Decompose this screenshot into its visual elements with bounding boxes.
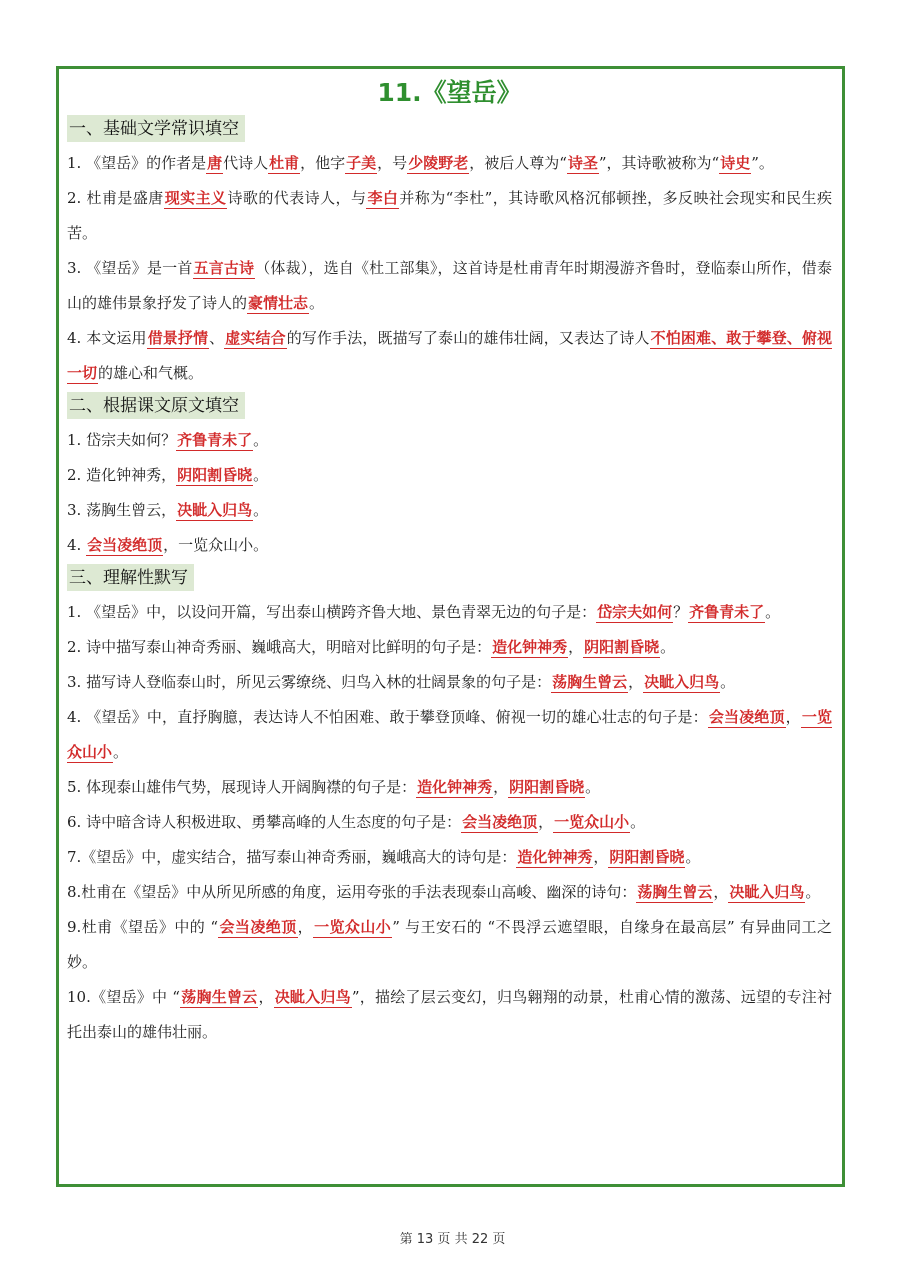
answer-blank: 会当凌绝顶	[219, 918, 297, 936]
section-heading-text-fill: 二、根据课文原文填空	[67, 392, 245, 419]
answer-blank: 齐鲁青未了	[177, 431, 253, 449]
answer-blank: 子美	[346, 154, 377, 172]
question-item: 4. 《望岳》中，直抒胸臆，表达诗人不怕困难、敢于攀登顶峰、俯视一切的雄心壮志的句子是：会当凌绝顶，一览众山小。	[67, 708, 832, 761]
question-item: 4. 本文运用借景抒情、虚实结合的写作手法，既描写了泰山的雄伟壮阔，又表达了诗人不怕困难、敢于攀登、俯视一切的雄心和气概。	[67, 329, 832, 382]
answer-blank: 荡胸生曾云	[637, 883, 713, 901]
answer-blank: 决眦入归鸟	[177, 501, 253, 519]
question-item: 9.杜甫《望岳》中的 “会当凌绝顶，一览众山小” 与王安石的 “不畏浮云遮望眼，自缘身在最高层” 有异曲同工之妙。	[67, 918, 832, 971]
answer-blank: 决眦入归鸟	[274, 988, 351, 1006]
answer-blank: 齐鲁青未了	[689, 603, 765, 621]
answer-blank: 唐	[207, 154, 223, 172]
question-item: 6. 诗中暗含诗人积极进取、勇攀高峰的人生态度的句子是：会当凌绝顶，一览众山小。	[67, 813, 646, 831]
question-item: 10.《望岳》中 “荡胸生曾云，决眦入归鸟”，描绘了层云变幻，归鸟翱翔的动景，杜甫心情的激荡、远望的专注衬托出泰山的雄伟壮丽。	[67, 988, 832, 1041]
answer-blank: 会当凌绝顶	[87, 536, 163, 554]
answer-blank: 李白	[367, 189, 399, 207]
answer-blank: 一览众山小	[314, 918, 392, 936]
answer-blank: 诗圣	[567, 154, 598, 172]
answer-blank: 一览众山小	[67, 708, 832, 761]
answer-blank: 少陵野老	[408, 154, 469, 172]
answer-blank: 阴阳割昏晓	[584, 638, 660, 656]
answer-blank: 阴阳割昏晓	[609, 848, 685, 866]
question-item: 1. 岱宗夫如何？齐鲁青未了。	[67, 431, 269, 449]
answer-blank: 一览众山小	[554, 813, 630, 831]
answer-blank: 造化钟神秀	[492, 638, 568, 656]
answer-blank: 豪情壮志	[248, 294, 309, 312]
answer-blank: 不怕困难、敢于攀登、俯视一切	[67, 329, 832, 382]
answer-blank: 现实主义	[164, 189, 227, 207]
answer-blank: 造化钟神秀	[417, 778, 493, 796]
answer-blank: 五言古诗	[193, 259, 255, 277]
page-title: 11.《望岳》	[377, 78, 522, 107]
answer-blank: 诗史	[720, 154, 751, 172]
question-item: 2. 诗中描写泰山神奇秀丽、巍峨高大，明暗对比鲜明的句子是：造化钟神秀，阴阳割昏晓。	[67, 638, 676, 656]
answer-blank: 杜甫	[269, 154, 300, 172]
answer-blank: 虚实结合	[225, 329, 286, 347]
answer-blank: 荡胸生曾云	[552, 673, 628, 691]
question-item: 1. 《望岳》中，以设问开篇，写出泰山横跨齐鲁大地、景色青翠无边的句子是：岱宗夫如何？齐鲁青未了。	[67, 603, 781, 621]
question-item: 3. 《望岳》是一首五言古诗（体裁），选自《杜工部集》，这首诗是杜甫青年时期漫游齐鲁时，登临泰山所作，借泰山的雄伟景象抒发了诗人的豪情壮志。	[67, 259, 832, 312]
answer-blank: 会当凌绝顶	[708, 708, 785, 726]
question-item: 2. 造化钟神秀，阴阳割昏晓。	[67, 466, 269, 484]
question-item: 1. 《望岳》的作者是唐代诗人杜甫，他字子美，号少陵野老，被后人尊为“诗圣”，其诗歌被称为“诗史”。	[67, 154, 774, 172]
question-item: 4. 会当凌绝顶，一览众山小。	[67, 536, 269, 554]
question-item: 3. 描写诗人登临泰山时，所见云雾缭绕、归鸟入林的壮阔景象的句子是：荡胸生曾云，决眦入归鸟。	[67, 673, 736, 691]
answer-blank: 决眦入归鸟	[729, 883, 805, 901]
answer-blank: 岱宗夫如何	[597, 603, 673, 621]
answer-blank: 决眦入归鸟	[644, 673, 720, 691]
question-item: 7.《望岳》中，虚实结合，描写泰山神奇秀丽，巍峨高大的诗句是：造化钟神秀，阴阳割昏晓。	[67, 848, 701, 866]
answer-blank: 造化钟神秀	[517, 848, 593, 866]
answer-blank: 荡胸生曾云	[180, 988, 258, 1006]
question-item: 3. 荡胸生曾云，决眦入归鸟。	[67, 501, 269, 519]
section-heading-basic-knowledge: 一、基础文学常识填空	[67, 115, 245, 142]
answer-blank: 会当凌绝顶	[462, 813, 538, 831]
question-item: 5. 体现泰山雄伟气势，展现诗人开阔胸襟的句子是：造化钟神秀，阴阳割昏晓。	[67, 778, 601, 796]
section-heading-comprehension: 三、理解性默写	[67, 564, 194, 591]
answer-blank: 阴阳割昏晓	[177, 466, 253, 484]
answer-blank: 阴阳割昏晓	[509, 778, 585, 796]
worksheet-frame	[56, 66, 845, 1187]
question-item: 8.杜甫在《望岳》中从所见所感的角度，运用夸张的手法表现泰山高峻、幽深的诗句：荡胸生曾云，决眦入归鸟。	[67, 883, 821, 901]
answer-blank: 借景抒情	[147, 329, 209, 347]
question-item: 2. 杜甫是盛唐现实主义诗歌的代表诗人，与李白并称为“李杜”，其诗歌风格沉郁顿挫，多反映社会现实和民生疾苦。	[67, 189, 832, 242]
page-number: 第 13 页 共 22 页	[399, 1232, 506, 1247]
